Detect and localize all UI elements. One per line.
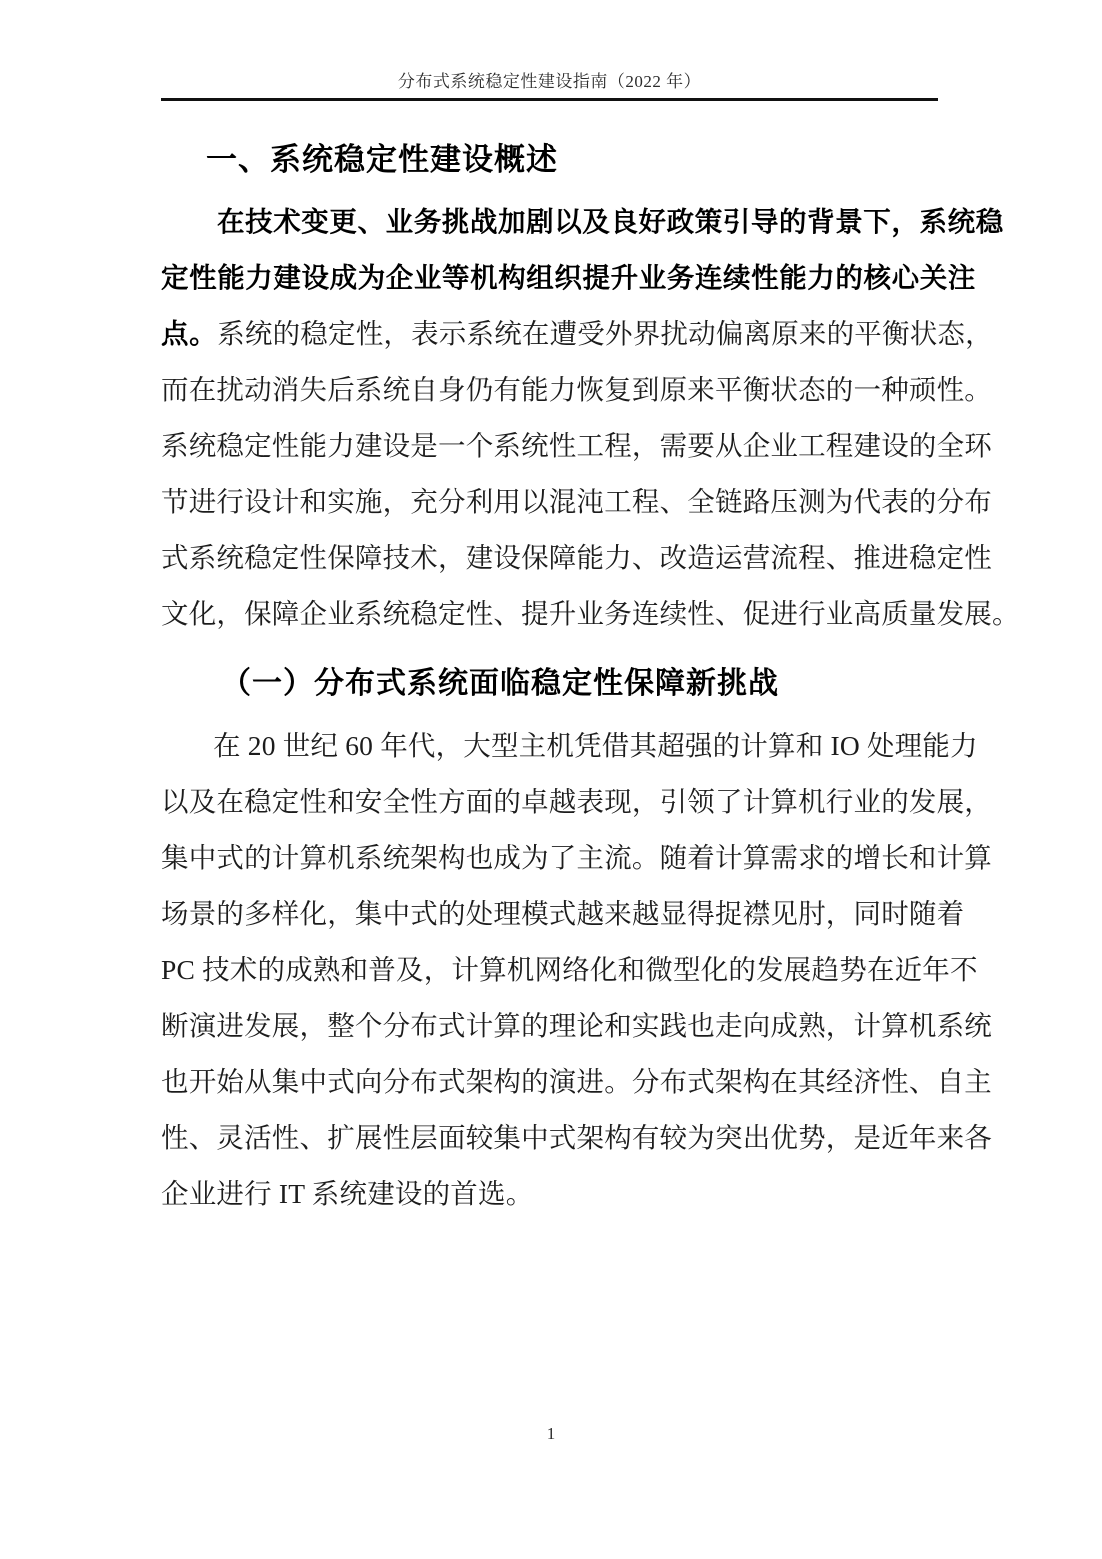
paragraph-line: 性、灵活性、扩展性层面较集中式架构有较为突出优势，是近年来各 [161,1122,992,1153]
paragraph-line: 断演进发展，整个分布式计算的理论和实践也走向成熟，计算机系统 [161,1010,992,1041]
paragraph-line-bold-lead: 点。 [161,318,218,349]
paragraph-line: 式系统稳定性保障技术，建设保障能力、改造运营流程、推进稳定性 [161,542,992,573]
paragraph-line: 文化，保障企业系统稳定性、提升业务连续性、促进行业高质量发展。 [161,598,1020,629]
paragraph-line [161,306,993,362]
paragraph-line: 场景的多样化，集中式的处理模式越来越显得捉襟见肘，同时随着 [161,898,965,929]
page-header [161,72,938,101]
section-heading-2: （一）分布式系统面临稳定性保障新挑战 [221,667,779,700]
paragraph-line: 集中式的计算机系统架构也成为了主流。随着计算需求的增长和计算 [161,842,992,873]
page-number: 1 [546,1424,556,1443]
header-title: 分布式系统稳定性建设指南（2022 年） [397,72,702,91]
paragraph-line: 在技术变更、业务挑战加剧以及良好政策引导的背景下，系统稳 [217,206,1004,237]
document-body [161,132,1020,1222]
paragraph-line: 以及在稳定性和安全性方面的卓越表现，引领了计算机行业的发展， [161,786,992,817]
paragraph-line-rest: 系统的稳定性，表示系统在遭受外界扰动偏离原来的平衡状态， [217,318,993,349]
paragraph-line: 定性能力建设成为企业等机构组织提升业务连续性能力的核心关注 [161,262,976,293]
paragraph-line: 而在扰动消失后系统自身仍有能力恢复到原来平衡状态的一种顽性。 [161,374,992,405]
paragraph-line: PC 技术的成熟和普及，计算机网络化和微型化的发展趋势在近年不 [161,954,978,985]
paragraph-1 [161,194,1020,642]
paragraph-line: 在 20 世纪 60 年代，大型主机凭借其超强的计算和 IO 处理能力 [213,730,978,761]
header-divider [161,98,938,101]
paragraph-line: 节进行设计和实施，充分利用以混沌工程、全链路压测为代表的分布 [161,486,992,517]
paragraph-line: 系统稳定性能力建设是一个系统性工程，需要从企业工程建设的全环 [161,430,992,461]
paragraph-2 [161,718,992,1222]
paragraph-line: 企业进行 IT 系统建设的首选。 [161,1178,534,1209]
section-heading-1: 一、系统稳定性建设概述 [206,142,558,177]
paragraph-line: 也开始从集中式向分布式架构的演进。分布式架构在其经济性、自主 [161,1066,992,1097]
